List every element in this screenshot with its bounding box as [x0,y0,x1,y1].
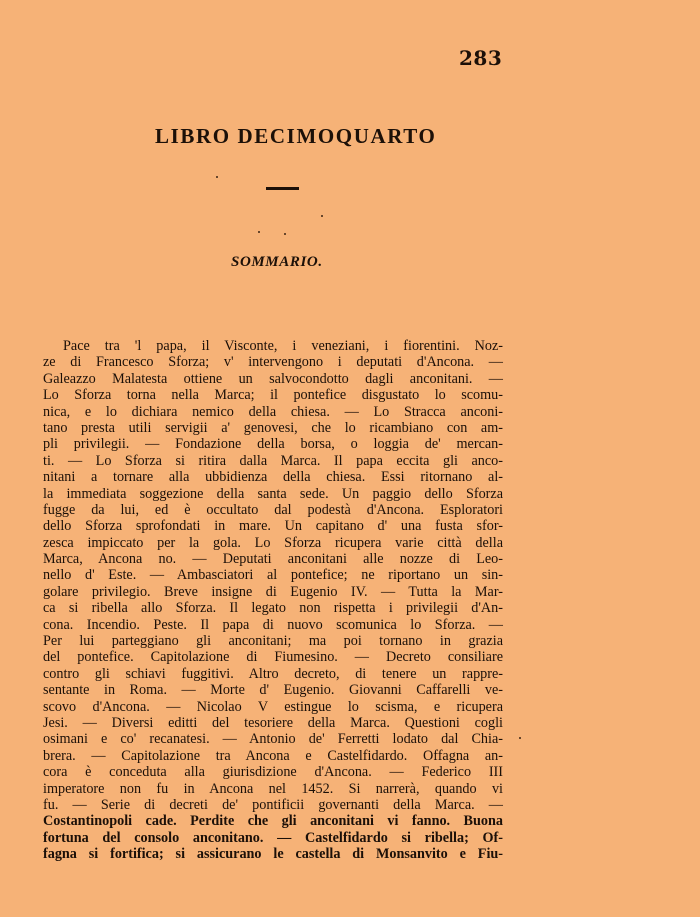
summary-line: cona. Incendio. Peste. Il papa di nuovo scomunica lo Sforza. — [43,616,503,633]
summary-line: nica, e lo dichiara nemico della chiesa. — Lo Stracca anconi- [43,403,503,420]
summary-line: golare privilegio. Breve insigne di Eugenio IV. — Tutta la Mar- [43,583,503,600]
summary-line: fu. — Serie di decreti de' pontificii governanti della Marca. — [43,796,503,813]
summary-line: fagna si fortifica; si assicurano le castella di Monsanvito e Fiu- [43,846,503,863]
ink-speck [519,737,521,739]
summary-line: del pontefice. Capitolazione di Fiumesino. — Decreto consiliare [43,649,503,666]
summary-line: tano presta utili servigii a' genovesi, che lo ricambiano con am- [43,419,503,436]
book-title: LIBRO DECIMOQUARTO [155,124,437,148]
summary-line: pli privilegii. — Fondazione della borsa, o loggia de' mercan- [43,436,503,453]
summary-line: Galeazzo Malatesta ottiene un salvocondotto dagli anconitani. — [43,370,503,387]
summary-line: Jesi. — Diversi editti del tesoriere della Marca. Questioni cogli [43,714,503,731]
ink-speck [216,176,218,178]
summary-line: la immediata soggezione della santa sede. Un paggio dello Sforza [43,485,503,502]
ink-speck [284,233,286,235]
summary-line: Lo Sforza torna nella Marca; il pontefice disgustato lo scomu- [43,387,503,404]
summary-line: Costantinopoli cade. Perdite che gli anconitani vi fanno. Buona [43,813,503,830]
summary-line: ze di Francesco Sforza; v' intervengono i deputati d'Ancona. — [43,354,503,371]
summary-text [43,338,503,863]
summary-line: osimani e co' recanatesi. — Antonio de' Ferretti lodato dal Chia- [43,731,503,748]
page-number: 283 [459,46,503,70]
summary-line: scovo d'Ancona. — Nicolao V estingue lo scisma, e ricupera [43,698,503,715]
summary-line: fugge da lui, ed è occultato dal podestà d'Ancona. Esploratori [43,501,503,518]
title-divider [266,187,299,190]
ink-speck [258,231,260,233]
summary-line: sentante in Roma. — Morte d' Eugenio. Giovanni Caffarelli ve- [43,682,503,699]
summary-line: dello Sforza sprofondati in mare. Un capitano d' una fusta sfor- [43,518,503,535]
summary-heading: SOMMARIO. [231,254,323,270]
summary-line: fortuna del consolo anconitano. — Castelfidardo si ribella; Of- [43,829,503,846]
summary-line: nitani a tornare alla ubbidienza della chiesa. Essi ritornano al- [43,469,503,486]
summary-line: ca si ribella allo Sforza. Il legato non rispetta i privilegii d'An- [43,600,503,617]
summary-line: imperatore non fu in Ancona nel 1452. Si narrerà, quando vi [43,780,503,797]
summary-line: contro gli schiavi fuggitivi. Altro decreto, di tenere un rappre- [43,665,503,682]
ink-speck [321,215,323,217]
summary-line: brera. — Capitolazione tra Ancona e Castelfidardo. Offagna an- [43,747,503,764]
summary-line: Pace tra 'l papa, il Visconte, i veneziani, i fiorentini. Noz- [63,338,503,354]
summary-line: Per lui parteggiano gli anconitani; ma poi tornano in grazia [43,633,503,650]
summary-line: zesca impiccato per la gola. Lo Sforza ricupera varie città della [43,534,503,551]
summary-line: Marca, Ancona no. — Deputati anconitani alle nozze di Leo- [43,551,503,568]
summary-line: nello d' Este. — Ambasciatori al pontefice; ne riportano un sin- [43,567,503,584]
summary-line: ti. — Lo Sforza si ritira dalla Marca. Il papa eccita gli anco- [43,452,503,469]
summary-line: cora è conceduta alla giurisdizione d'Ancona. — Federico III [43,764,503,781]
